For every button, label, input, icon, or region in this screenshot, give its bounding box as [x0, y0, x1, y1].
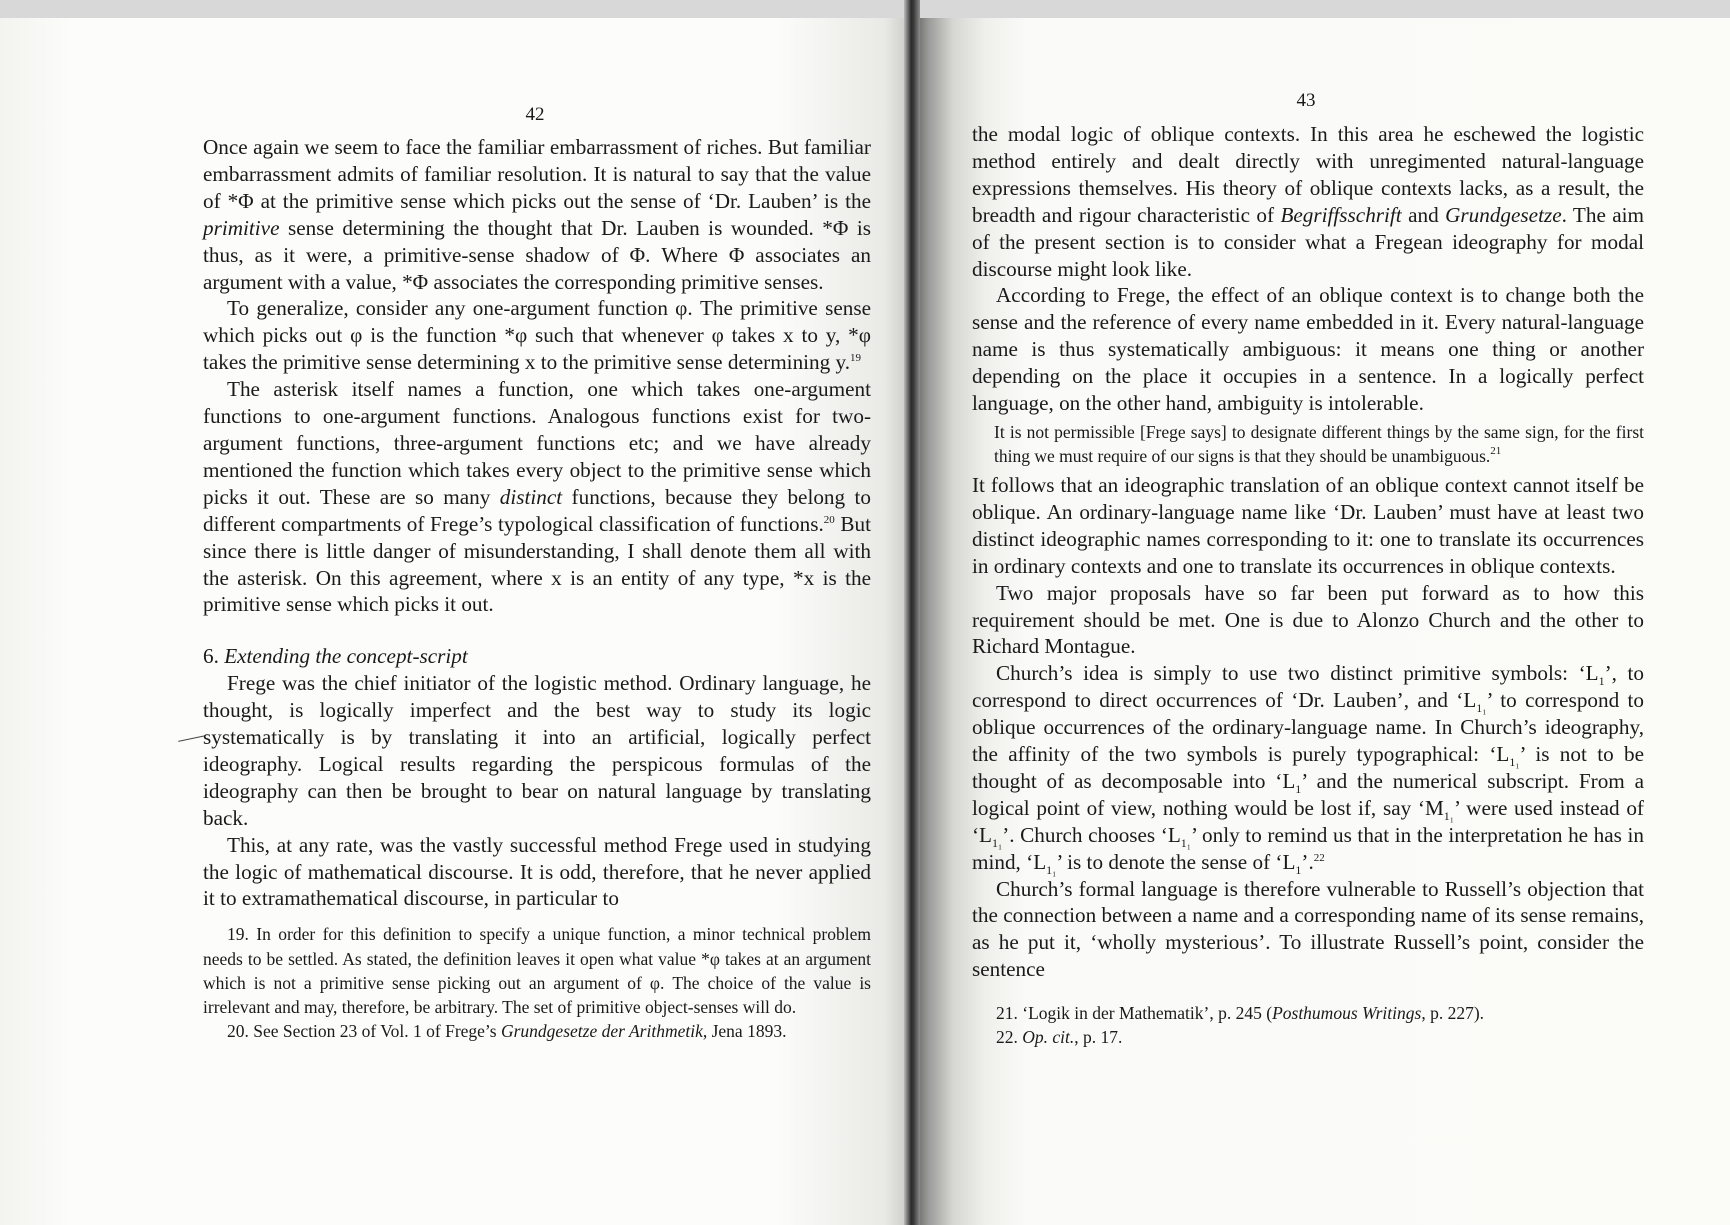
paragraph: Church’s idea is simply to use two distinct primitive symbols: ‘$L_1$’, to correspond to direct occurrences of ‘Dr. Lauben’, and ‘$L_{1_1}$’ to correspond to oblique occurrences of the ordinary-language name. In Church’s ideography, the affinity of the two symbols is purely typographical: ‘$L_{1_1}$’ is not to be thought of as decomposable into ‘$L_1$’ and the numerical subscript. From a logical point of view, nothing would be lost if, say ‘$M_{1_1}$’ were used instead of ‘$L_{1_1}$’. Church chooses ‘$L_{1_1}$’ only to remind us that in the interpretation he has in mind, ‘$L_{1_1}$’ is to denote the sense of ‘$L_1’.^{22}$ — [972, 661, 1645, 877]
paragraph: To generalize, consider any one-argument function φ. The primitive sense which picks out φ is the function *φ such that whenever φ takes x to y, *φ takes the primitive sense determining x to the primitive sense determining y.$^{19}$ — [203, 296, 871, 375]
paragraph: Frege was the chief initiator of the logistic method. Ordinary language, he thought, is logically imperfect and the best way to study its logic systematically is by translating it into an artificial, logically perfect ideography. Logical results regarding the perspicous formulas of the ideography can then be brought to bear on natural language by translating back. — [203, 671, 871, 830]
pencil-mark — [178, 735, 206, 742]
footnote-19: 19. In order for this definition to specify a unique function, a minor technical problem needs to be settled. As stated, the definition leaves it open what value *φ takes at an argument which is not a primitive sense picking out an argument of φ. The choice of the value is irrelevant and may, therefore, be arbitrary. The set of primitive object-senses will do. — [203, 924, 871, 1017]
footnote-ref: 21 — [1490, 444, 1502, 457]
footnote-ref: 20 — [823, 513, 835, 526]
block-quote: It is not permissible [Frege says] to designate different things by the same sign, for the first thing we must require of our signs is that they should be unambiguous.$^{21}$ — [994, 421, 1644, 466]
footnote-ref: 19 — [850, 352, 862, 365]
left-text-column — [203, 134, 871, 1043]
paragraph: According to Frege, the effect of an oblique context is to change both the sense and the reference of every name embedded in it. Every natural-language name is thus systematically ambiguous: it means one thing or another depending on the place it occupies in a sentence. In a logically perfect language, on the other hand, ambiguity is intolerable. — [972, 283, 1644, 416]
paragraph: This, at any rate, was the vastly successful method Frege used in studying the logic of mathematical discourse. It is odd, therefore, that he never applied it to extramathematical discourse, in particular to — [203, 832, 871, 911]
section-heading: 6. Extending the concept-script — [203, 644, 468, 669]
paragraph: Two major proposals have so far been put forward as to how this requirement should be met. One is due to Alonzo Church and the other to Richard Montague. — [972, 580, 1644, 659]
right-page — [912, 18, 1730, 1225]
footnote-ref: 22 — [1313, 851, 1325, 864]
page-number: 42 — [525, 104, 545, 125]
footnote-22: 22. Op. cit., p. 17. — [996, 1027, 1123, 1048]
right-text-column — [972, 121, 1644, 1050]
paragraph: the modal logic of oblique contexts. In this area he eschewed the logistic method entirely and dealt directly with unregimented natural-language expressions themselves. His theory of oblique contexts lacks, as a result, the breadth and rigour characteristic of Begriffsschrift and Grundgesetze. The aim of the present section is to consider what a Fregean ideography for modal discourse might look like. — [972, 122, 1645, 281]
paragraph: Once again we seem to face the familiar embarrassment of riches. But familiar embarrassment admits of familiar resolution. It is natural to say that the value of *Φ at the primitive sense which picks out the sense of ‘Dr. Lauben’ is the primitive sense determining the thought that Dr. Lauben is wounded. *Φ is thus, as it were, a primitive-sense shadow of Φ. Where Φ associates an argument with a value, *Φ associates the corresponding primitive senses. — [203, 135, 871, 294]
paragraph: The asterisk itself names a function, one which takes one-argument functions to one-argument functions. Analogous functions exist for two-argument functions, three-argument functions etc; and we have already mentioned the function which takes every object to the primitive sense which picks it out. These are so many distinct functions, because they belong to different compartments of Frege’s typological classification of functions.$^{20}$ But since there is little danger of misunderstanding, I shall denote them all with the asterisk. On this agreement, where x is an entity of any type, *x is the primitive sense which picks it out. — [203, 377, 872, 617]
paragraph: It follows that an ideographic translation of an oblique context cannot itself be oblique. An ordinary-language name like ‘Dr. Lauben’ must have at least two distinct ideographic names corresponding to it: one to translate its occurrences in ordinary contexts and one to translate its occurrences in oblique contexts. — [972, 472, 1644, 578]
page-number: 43 — [1296, 90, 1316, 111]
paragraph: Church’s formal language is therefore vulnerable to Russell’s objection that the connection between a name and a corresponding name of its sense remains, as he put it, ‘wholly mysterious’. To illustrate Russell’s point, consider the sentence — [972, 876, 1644, 982]
footnote-20: 20. See Section 23 of Vol. 1 of Frege’s Grundgesetze der Arithmetik, Jena 1893. — [227, 1021, 787, 1042]
book-gutter — [904, 0, 920, 1225]
footnote-21: 21. ‘Logik in der Mathematik’, p. 245 (Posthumous Writings, p. 227). — [996, 1003, 1485, 1024]
left-page — [0, 18, 912, 1225]
